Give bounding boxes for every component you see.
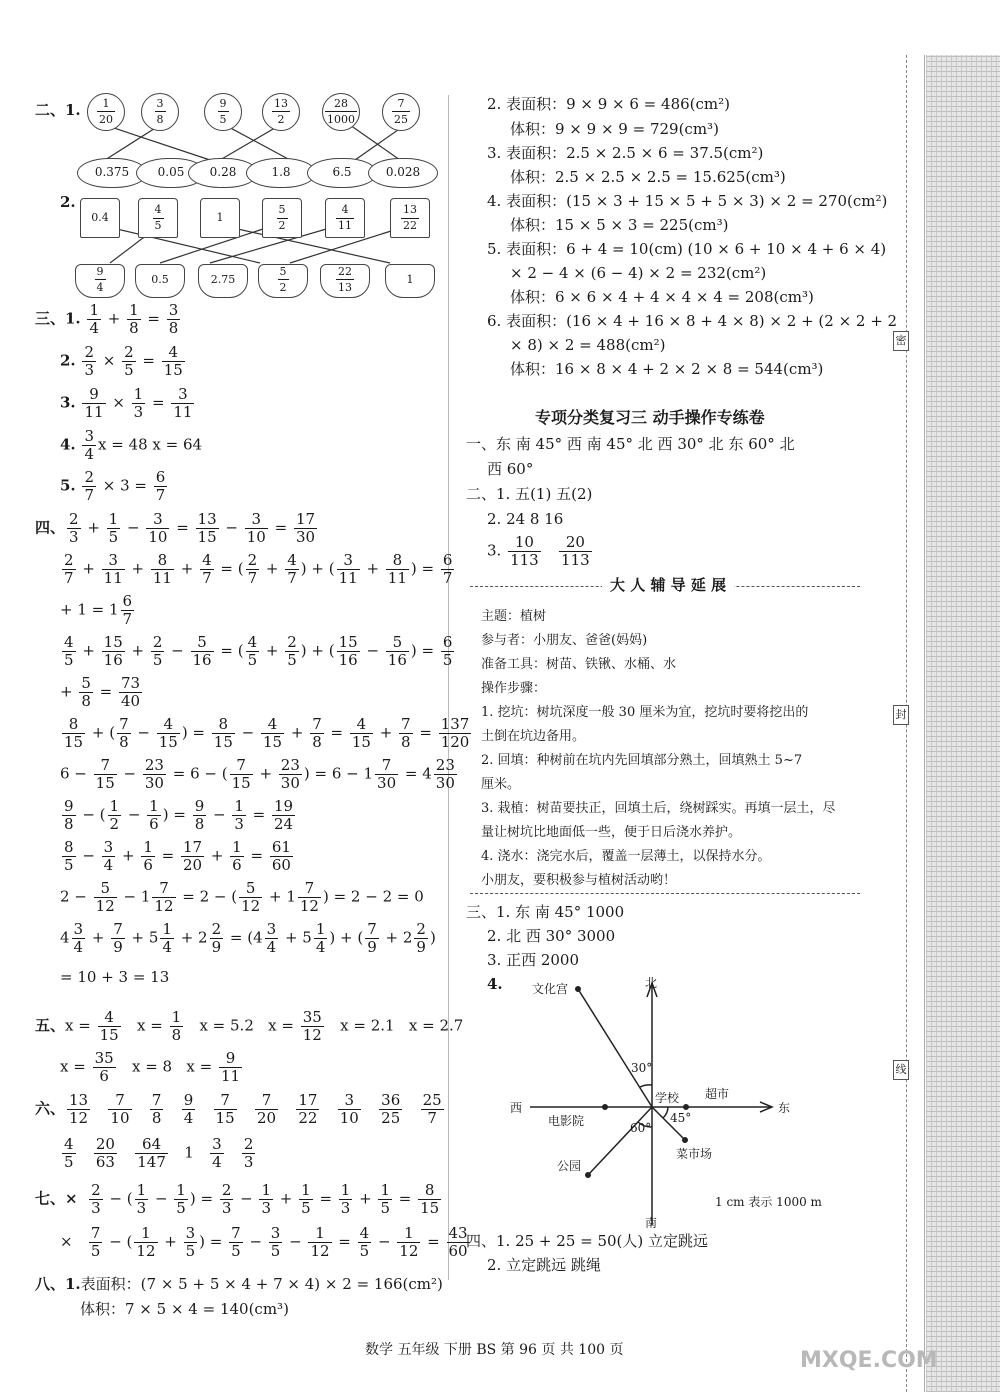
y2-line3: 3. $\frac{10}{113}$ $\frac{20}{113}$ bbox=[487, 533, 590, 569]
r5-surface: 5. 表面积：6 + 4 = 10(cm) (10 × 6 + 10 × 4 + 6 × 4) bbox=[487, 240, 887, 258]
s4-line11: 4 $\frac{3}{4}$ + $\frac{7}{9}$ + 5 $\frac{1}{4}$ + 2 $\frac{2}{9}$ = (4 $\frac{3}{4}$ + 5 $\frac{1}{4}$ ) + ( $\frac{7}{9}$ + 2 $\frac{2}{9}$ ) bbox=[60, 920, 436, 956]
s8-line2: 体积：7 × 5 × 4 = 140(cm³) bbox=[80, 1300, 289, 1318]
map-angle-60: 60° bbox=[630, 1121, 652, 1135]
s4-line4: $\frac{4}{5}$ + $\frac{15}{16}$ + $\frac{2}{5}$ − $\frac{5}{16}$ = ( $\frac{4}{5}$ + $\frac{2}{5}$ ) + ( $\frac{15}{16}$ − $\frac{5}{16}$ ) = $\frac{6}{5}$ bbox=[64, 633, 453, 669]
number-skirt: 2.75 bbox=[198, 264, 248, 298]
s2-q2-label: 2. bbox=[60, 193, 76, 211]
box-line: 4. 浇水：浇完水后，覆盖一层薄土，以保持水分。 bbox=[481, 849, 771, 864]
y2-line2: 2. 24 8 16 bbox=[487, 510, 564, 528]
box-line: 2. 回填：种树前在坑内先回填部分熟土，回填熟土 5~7 bbox=[481, 753, 803, 768]
s4-line12: = 10 + 3 = 13 bbox=[60, 968, 170, 986]
number-skirt: 1 bbox=[385, 264, 435, 298]
s4r-line2: 2. 立定跳远 跳绳 bbox=[487, 1256, 601, 1274]
number-ball: $\frac{28}{1000}$ bbox=[322, 93, 360, 131]
number-shirt: $\frac{4}{11}$ bbox=[325, 198, 365, 238]
binding-strip bbox=[926, 55, 1000, 1392]
number-shirt: 1 bbox=[200, 198, 240, 238]
s4-line1: 四、 $\frac{2}{3}$ + $\frac{1}{5}$ − $\frac{3}{10}$ = $\frac{13}{15}$ − $\frac{3}{10}$ = $\frac{17}{30}$ bbox=[35, 510, 316, 546]
number-skirt: 0.5 bbox=[135, 264, 185, 298]
s4-line10: 2 − $\frac{5}{12}$ − 1 $\frac{7}{12}$ = 2 − ( $\frac{5}{12}$ + 1 $\frac{7}{12}$ ) = 2 − 2 = 0 bbox=[60, 879, 424, 915]
binding-edge bbox=[924, 55, 925, 1392]
box-line: 1. 挖坑：树坑深度一般 30 厘米为宜，挖坑时要将挖出的 bbox=[481, 705, 809, 720]
s3-line1: 三、1. $\frac{1}{4}$ + $\frac{1}{8}$ = $\frac{3}{8}$ bbox=[35, 301, 179, 337]
s3r-line4: 4. bbox=[487, 975, 503, 993]
map-scale: 1 cm 表示 1000 m bbox=[715, 1195, 822, 1209]
page-footer: 数学 五年级 下册 BS 第 96 页 共 100 页 bbox=[365, 1342, 624, 1358]
r2-volume: 体积：9 × 9 × 9 = 729(cm³) bbox=[510, 120, 719, 138]
s5-row2: x = $\frac{35}{6}$ x = 8 x = $\frac{9}{11}$ bbox=[60, 1049, 241, 1085]
number-ball: $\frac{13}{2}$ bbox=[262, 93, 300, 131]
number-cloud: 0.05 bbox=[136, 158, 206, 188]
r6-surface-cont: × 8) × 2 = 488(cm²) bbox=[510, 336, 666, 354]
s6-row2: $\frac{4}{5}$ $\frac{20}{63}$ $\frac{64}{147}$ 1 $\frac{3}{4}$ $\frac{2}{3}$ bbox=[64, 1135, 254, 1171]
number-cloud: 1.8 bbox=[246, 158, 316, 188]
y1-line1: 一、东 南 45° 西 南 45° 北 西 30° 北 东 60° 北 bbox=[466, 435, 795, 453]
box-line: 小朋友，要积极参与植树活动哟！ bbox=[481, 873, 677, 888]
r4-surface: 4. 表面积：(15 × 3 + 15 × 5 + 5 × 3) × 2 = 270(cm²) bbox=[487, 192, 888, 210]
map-angle-30: 30° bbox=[631, 1061, 653, 1075]
map-north: 北 bbox=[645, 976, 658, 990]
number-ball: $\frac{7}{25}$ bbox=[382, 93, 420, 131]
number-ball: $\frac{1}{20}$ bbox=[87, 93, 125, 131]
map-cinema: 电影院 bbox=[548, 1114, 585, 1128]
s4r-line1: 四、1. 25 + 25 = 50(人) 立定跳远 bbox=[466, 1232, 709, 1250]
r2-surface: 2. 表面积：9 × 9 × 6 = 486(cm²) bbox=[487, 95, 730, 113]
r6-volume: 体积：16 × 8 × 4 + 2 × 2 × 8 = 544(cm³) bbox=[510, 360, 824, 378]
number-shirt: $\frac{4}{5}$ bbox=[138, 198, 178, 238]
section-title: 专项分类复习三 动手操作专练卷 bbox=[535, 408, 765, 427]
box-line: 主题：植树 bbox=[481, 609, 547, 624]
number-ball: $\frac{3}{8}$ bbox=[141, 93, 179, 131]
s6-row1: 六、 $\frac{13}{12}$ $\frac{7}{10}$ $\frac{7}{8}$ $\frac{9}{4}$ $\frac{7}{15}$ $\frac{7}{20}$ $\frac{17}{22}$ $\frac{3}{10}$ $\frac{36}{25}$ $\frac{25}{7}$ bbox=[35, 1091, 442, 1127]
number-shirt: 0.4 bbox=[80, 198, 120, 238]
binder-label-1: 密 bbox=[893, 331, 909, 351]
number-cloud: 0.028 bbox=[368, 158, 438, 188]
r4-volume: 体积：15 × 5 × 3 = 225(cm³) bbox=[510, 216, 729, 234]
number-cloud: 0.28 bbox=[188, 158, 258, 188]
number-shirt: $\frac{5}{2}$ bbox=[262, 198, 302, 238]
s3-line5: 5. $\frac{2}{7}$ × 3 = $\frac{6}{7}$ bbox=[60, 468, 166, 504]
box-line: 准备工具：树苗、铁锹、水桶、水 bbox=[481, 657, 677, 672]
s4-line8: $\frac{9}{8}$ − ( $\frac{1}{2}$ − $\frac{1}{6}$ ) = $\frac{9}{8}$ − $\frac{1}{3}$ = $\frac{19}{24}$ bbox=[64, 797, 294, 833]
box-line: 量让树坑比地面低一些，便于日后浇水养护。 bbox=[481, 825, 742, 840]
s3r-line2: 2. 北 西 30° 3000 bbox=[487, 927, 616, 945]
map-culture: 文化宫 bbox=[532, 982, 569, 996]
box-line: 参与者：小朋友、爸爸(妈妈) bbox=[481, 633, 648, 648]
r5-volume: 体积：6 × 6 × 4 + 4 × 4 × 4 = 208(cm³) bbox=[510, 288, 814, 306]
s2-label: 二、1. bbox=[35, 101, 81, 119]
s4-line3: + 1 = 1 $\frac{6}{7}$ bbox=[60, 592, 133, 628]
number-shirt: $\frac{13}{22}$ bbox=[390, 198, 430, 238]
watermark-logo: MXQE.COM bbox=[800, 1348, 938, 1373]
number-skirt: $\frac{9}{4}$ bbox=[75, 264, 125, 298]
s3-line2: 2. $\frac{2}{3}$ × $\frac{2}{5}$ = $\frac{4}{15}$ bbox=[60, 343, 183, 379]
y2-line1: 二、1. 五(1) 五(2) bbox=[466, 485, 593, 503]
map-veg: 菜市场 bbox=[676, 1147, 713, 1161]
map-east: 东 bbox=[778, 1101, 791, 1115]
box-line: 3. 栽植：树苗要扶正，回填土后，绕树踩实。再填一层土，尽 bbox=[481, 801, 836, 816]
box-line: 操作步骤： bbox=[481, 681, 547, 696]
box-line: 厘米。 bbox=[481, 777, 521, 792]
map-market: 超市 bbox=[705, 1087, 730, 1101]
s3r-line3: 3. 正西 2000 bbox=[487, 951, 580, 969]
number-ball: $\frac{9}{5}$ bbox=[204, 93, 242, 131]
r6-surface: 6. 表面积：(16 × 4 + 16 × 8 + 4 × 8) × 2 + (2 × 2 + 2 bbox=[487, 312, 898, 330]
map-school: 学校 bbox=[655, 1091, 680, 1105]
s4-line7: 6 − $\frac{7}{15}$ − $\frac{23}{30}$ = 6 − ( $\frac{7}{15}$ + $\frac{23}{30}$ ) = 6 − 1 $\frac{7}{30}$ = 4 $\frac{23}{30}$ bbox=[60, 756, 455, 792]
y1-line2: 西 60° bbox=[487, 460, 534, 478]
number-skirt: $\frac{5}{2}$ bbox=[258, 264, 308, 298]
map-south: 南 bbox=[645, 1216, 658, 1230]
number-cloud: 0.375 bbox=[77, 158, 147, 188]
binder-label-2: 封 bbox=[893, 705, 909, 725]
r3-volume: 体积：2.5 × 2.5 × 2.5 = 15.625(cm³) bbox=[510, 168, 786, 186]
s4-line9: $\frac{8}{5}$ − $\frac{3}{4}$ + $\frac{1}{6}$ = $\frac{17}{20}$ + $\frac{1}{6}$ = $\frac{61}{60}$ bbox=[64, 838, 291, 874]
box-line: 土倒在坑边备用。 bbox=[481, 729, 586, 744]
column-divider bbox=[448, 95, 449, 1280]
box-bottom-rule bbox=[470, 893, 860, 894]
map-park: 公园 bbox=[557, 1159, 582, 1173]
s4-line5: + $\frac{5}{8}$ = $\frac{73}{40}$ bbox=[60, 674, 141, 710]
number-cloud: 6.5 bbox=[307, 158, 377, 188]
map-angle-45: 45° bbox=[670, 1111, 692, 1125]
s3-line4: 4. $\frac{3}{4}$ x = 48 x = 64 bbox=[60, 427, 203, 463]
s4-line2: $\frac{2}{7}$ + $\frac{3}{11}$ + $\frac{8}{11}$ + $\frac{4}{7}$ = ( $\frac{2}{7}$ + $\frac{4}{7}$ ) + ( $\frac{3}{11}$ + $\frac{8}{11}$ ) = $\frac{6}{7}$ bbox=[64, 551, 453, 587]
s3-line3: 3. $\frac{9}{11}$ × $\frac{1}{3}$ = $\frac{3}{11}$ bbox=[60, 385, 193, 421]
s7-line2: × $\frac{7}{5}$ − ( $\frac{1}{12}$ + $\frac{3}{5}$ ) = $\frac{7}{5}$ − $\frac{3}{5}$ − $\frac{1}{12}$ = $\frac{4}{5}$ − $\frac{1}{12}$ = $\frac{43}{60}$ bbox=[60, 1224, 468, 1260]
box-title: 大 人 辅 导 延 展 bbox=[602, 578, 734, 593]
r3-surface: 3. 表面积：2.5 × 2.5 × 6 = 37.5(cm²) bbox=[487, 144, 764, 162]
s7-line1: 七、× $\frac{2}{3}$ − ( $\frac{1}{3}$ − $\frac{1}{5}$ ) = $\frac{2}{3}$ − $\frac{1}{3}$ + $\frac{1}{5}$ = $\frac{1}{3}$ + $\frac{1}{5}$ = $\frac{8}{15}$ bbox=[35, 1181, 440, 1217]
s8-line1: 八、1.表面积：(7 × 5 + 5 × 4 + 7 × 4) × 2 = 166(cm²) bbox=[35, 1275, 443, 1293]
number-skirt: $\frac{22}{13}$ bbox=[320, 264, 370, 298]
r5-surface-cont: × 2 − 4 × (6 − 4) × 2 = 232(cm²) bbox=[510, 264, 767, 282]
map-west: 西 bbox=[510, 1101, 523, 1115]
binder-label-3: 线 bbox=[893, 1060, 909, 1080]
s5-row1: 五、x = $\frac{4}{15}$ x = $\frac{1}{8}$ x = 5.2 x = $\frac{35}{12}$ x = 2.1 x = 2.7 bbox=[35, 1008, 464, 1044]
s4-line6: $\frac{8}{15}$ + ( $\frac{7}{8}$ − $\frac{4}{15}$ ) = $\frac{8}{15}$ − $\frac{4}{15}$ + $\frac{7}{8}$ = $\frac{4}{15}$ + $\frac{7}{8}$ = $\frac{137}{120}$ bbox=[64, 715, 470, 751]
s3r-line1: 三、1. 东 南 45° 1000 bbox=[466, 903, 625, 921]
